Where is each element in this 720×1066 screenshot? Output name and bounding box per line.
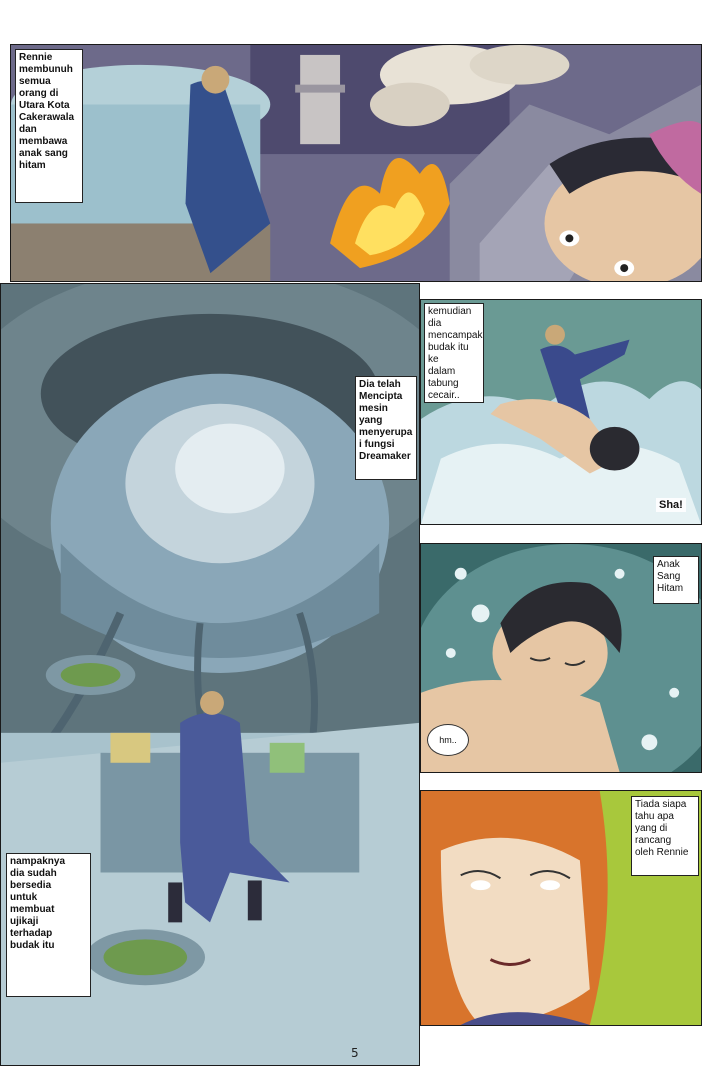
panel-2-caption-bottom: nampaknya dia sudah bersedia untuk membuat ujikaji terhadap budak itu [6, 853, 91, 997]
panel-5-caption: Tiada siapa tahu apa yang di rancang oleh Rennie [631, 796, 699, 876]
panel-3 [420, 299, 702, 525]
panel-1 [10, 44, 702, 282]
panel-5 [420, 790, 702, 1026]
panel-1-caption: Rennie membunuh semua orang di Utara Kota Cakerawala dan membawa anak sang hitam [15, 49, 83, 203]
panel-2-caption-top: Dia telah Mencipta mesin yang menyerupa i fungsi Dreamaker [355, 376, 417, 480]
panel-3-caption: kemudian dia mencampak budak itu ke dalam tabung cecair.. [424, 303, 484, 403]
panel-3-sfx: Sha! [656, 498, 686, 512]
panel-4 [420, 543, 702, 773]
panel-2 [0, 283, 420, 1066]
panel-4-speech-bubble: hm.. [427, 724, 469, 756]
page-number: 5 [351, 1046, 359, 1060]
panel-4-caption: Anak Sang Hitam [653, 556, 699, 604]
panel-1-art [11, 45, 701, 281]
